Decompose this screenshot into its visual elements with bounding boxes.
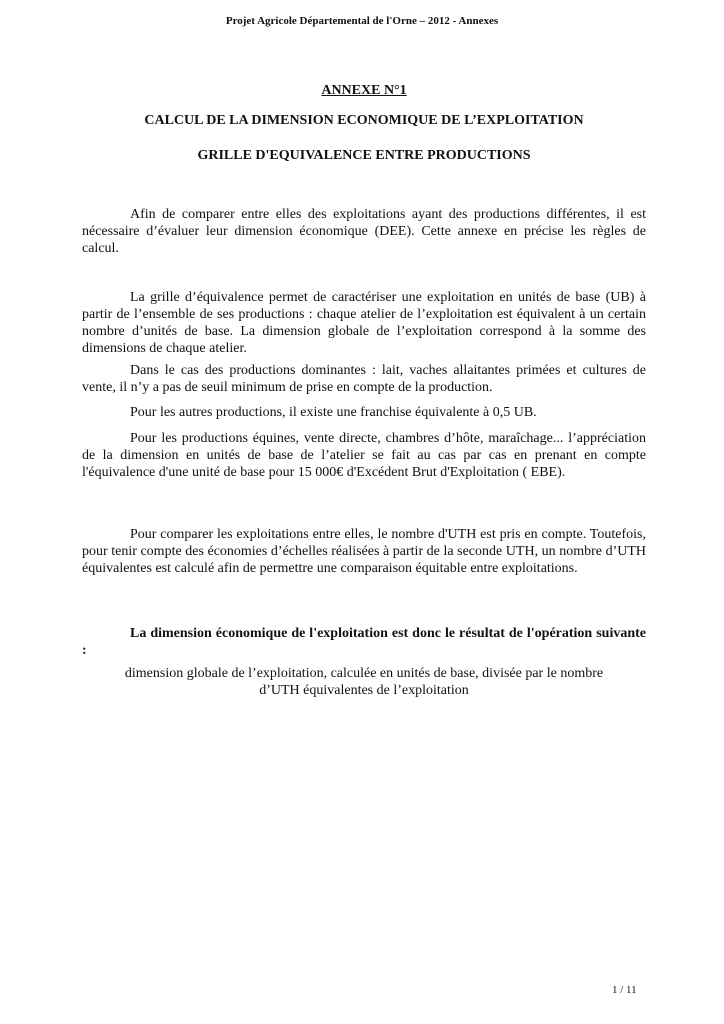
page-number: 1 / 11 bbox=[612, 984, 637, 996]
paragraph-uth: Pour comparer les exploitations entre elles, le nombre d'UTH est pris en compte. Toutefois, pour tenir compte des économies d’échelles réalisées à partir de la seconde UTH, un nombre d’UTH équivalentes est calculé afin de permettre une comparaison équitable entre exploitations. bbox=[82, 527, 646, 576]
paragraph-grille: La grille d’équivalence permet de caractériser une exploitation en unités de base (UB) à partir de l’ensemble de ses productions : chaque atelier de l’exploitation est équivalent à un certain nombre d’unités de base. La dimension globale de l’exploitation correspond à la somme des dimensions de chaque atelier. bbox=[82, 290, 646, 356]
paragraph-conclusion: La dimension économique de l'exploitation est donc le résultat de l'opération suivante : bbox=[82, 626, 646, 658]
running-header: Projet Agricole Départemental de l'Orne – 2012 - Annexes bbox=[225, 15, 499, 27]
paragraph-franchise: Pour les autres productions, il existe une franchise équivalente à 0,5 UB. bbox=[130, 405, 537, 420]
paragraph-productions-dominantes: Dans le cas des productions dominantes : lait, vaches allaitantes primées et cultures de vente, il n’y a pas de seuil minimum de prise en compte de la production. bbox=[82, 363, 646, 395]
paragraph-intro: Afin de comparer entre elles des exploitations ayant des productions différentes, il est nécessaire d’évaluer leur dimension économique (DEE). Cette annexe en précise les règles de calcul. bbox=[82, 207, 646, 256]
formula-line-1: dimension globale de l’exploitation, calculée en unités de base, divisée par le nombre bbox=[124, 666, 604, 681]
formula bbox=[82, 665, 646, 699]
annexe-title: ANNEXE N°1 bbox=[321, 83, 407, 98]
subtitle: GRILLE D'EQUIVALENCE ENTRE PRODUCTIONS bbox=[197, 148, 531, 163]
formula-line-2: d’UTH équivalentes de l’exploitation bbox=[259, 683, 469, 698]
paragraph-productions-equines: Pour les productions équines, vente directe, chambres d’hôte, maraîchage... l’appréciation de la dimension en unités de base de l’atelier se fait au cas par cas en prenant en compte l'équivalence d'une unité de base pour 15 000€ d'Excédent Brut d'Exploitation ( EBE). bbox=[82, 431, 646, 480]
main-title: CALCUL DE LA DIMENSION ECONOMIQUE DE L’EXPLOITATION bbox=[144, 113, 584, 128]
